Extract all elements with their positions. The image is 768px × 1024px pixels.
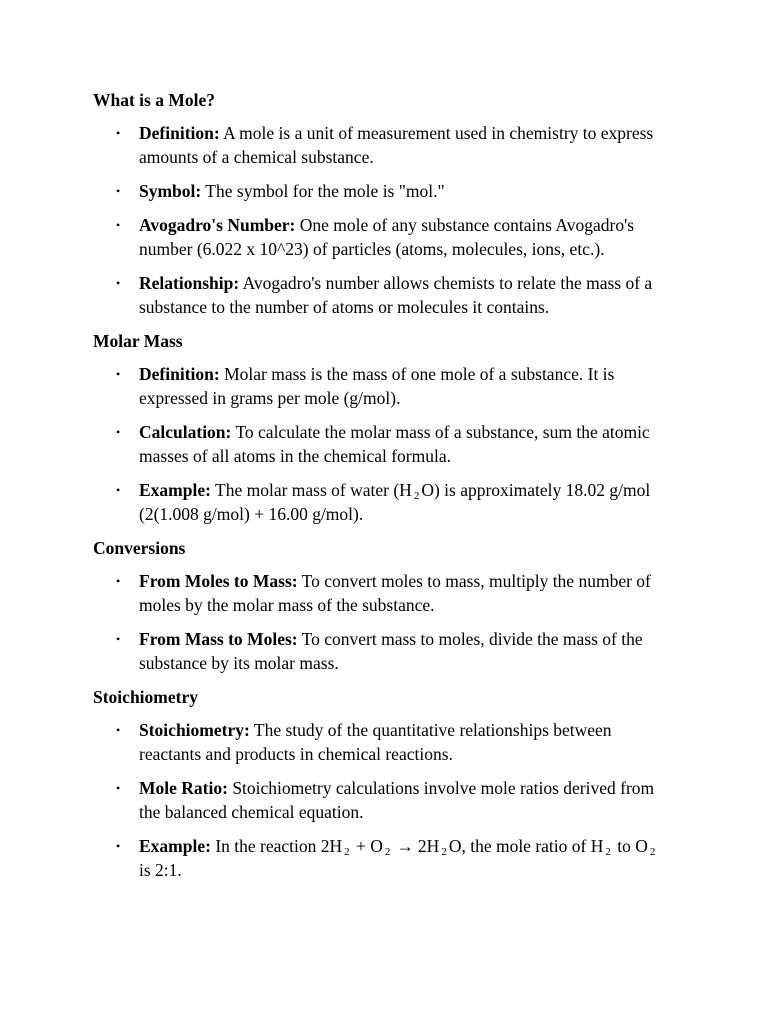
subscript: 2 bbox=[649, 846, 656, 858]
subscript: 2 bbox=[441, 846, 447, 858]
item-term: Stoichiometry: bbox=[139, 720, 250, 740]
item-term: Avogadro's Number: bbox=[139, 215, 296, 235]
item-text: To calculate the molar mass of a substance, sum the atomic masses of all atoms in the chemical formula. bbox=[139, 422, 650, 466]
item-text: Molar mass is the mass of one mole of a substance. It is expressed in grams per mole (g/mol). bbox=[139, 364, 615, 408]
bullet-icon: • bbox=[116, 425, 121, 439]
item-term: Example: bbox=[139, 836, 211, 856]
reaction-arrow-icon: → bbox=[396, 836, 414, 856]
item-text: To convert mass to moles, divide the mass of the substance by its molar mass. bbox=[139, 629, 643, 673]
item-text-part: to O bbox=[612, 836, 648, 856]
list-item bbox=[93, 569, 673, 617]
list-item bbox=[93, 362, 673, 410]
item-text-part: In the reaction 2H bbox=[215, 836, 343, 856]
bullet-icon: • bbox=[116, 126, 121, 140]
item-text: One mole of any substance contains Avogadro's number (6.022 x 10^23) of particles (atoms, molecules, ions, etc.). bbox=[139, 215, 635, 259]
item-text: The study of the quantitative relationships between reactants and products in chemical reactions. bbox=[139, 720, 612, 764]
subscript: 2 bbox=[605, 846, 611, 858]
section-heading-conversions: Conversions bbox=[93, 538, 186, 558]
item-text: The symbol for the mole is "mol." bbox=[205, 181, 445, 201]
list-item bbox=[93, 179, 673, 203]
bullet-list-stoichiometry bbox=[93, 718, 673, 882]
item-text-part: O, the mole ratio of H bbox=[448, 836, 604, 856]
section-heading-what-is-a-mole: What is a Mole? bbox=[93, 90, 216, 110]
list-item bbox=[93, 121, 673, 169]
bullet-icon: • bbox=[116, 218, 121, 232]
item-text: Avogadro's number allows chemists to relate the mass of a substance to the number of atoms or molecules it contains. bbox=[139, 273, 653, 317]
list-item bbox=[93, 271, 673, 319]
subscript: 2 bbox=[384, 846, 391, 858]
bullet-icon: • bbox=[116, 483, 121, 497]
item-text-part: 2H bbox=[417, 836, 440, 856]
bullet-icon: • bbox=[116, 367, 121, 381]
bullet-icon: • bbox=[116, 276, 121, 290]
item-term: From Moles to Mass: bbox=[139, 571, 298, 591]
bullet-icon: • bbox=[116, 574, 121, 588]
item-term: Relationship: bbox=[139, 273, 240, 293]
item-text: Stoichiometry calculations involve mole ratios derived from the balanced chemical equation. bbox=[139, 778, 655, 822]
item-text-part: The molar mass of water (H bbox=[215, 480, 412, 500]
item-text: A mole is a unit of measurement used in chemistry to express amounts of a chemical substance. bbox=[139, 123, 654, 167]
item-term: Definition: bbox=[139, 123, 220, 143]
bullet-list-conversions bbox=[93, 569, 673, 675]
list-item bbox=[93, 776, 673, 824]
section-heading-stoichiometry: Stoichiometry bbox=[93, 687, 198, 707]
bullet-list-what-is-a-mole bbox=[93, 121, 673, 319]
list-item bbox=[93, 627, 673, 675]
item-text-part: + O bbox=[351, 836, 383, 856]
list-item bbox=[93, 718, 673, 766]
document-page bbox=[93, 88, 673, 892]
bullet-icon: • bbox=[116, 839, 121, 853]
bullet-icon: • bbox=[116, 781, 121, 795]
item-term: Example: bbox=[139, 480, 211, 500]
bullet-icon: • bbox=[116, 184, 121, 198]
subscript: 2 bbox=[413, 490, 420, 502]
list-item bbox=[93, 213, 673, 261]
item-term: From Mass to Moles: bbox=[139, 629, 298, 649]
item-term: Definition: bbox=[139, 364, 220, 384]
bullet-icon: • bbox=[116, 632, 121, 646]
list-item bbox=[93, 420, 673, 468]
list-item bbox=[93, 834, 673, 882]
item-term: Mole Ratio: bbox=[139, 778, 228, 798]
section-heading-molar-mass: Molar Mass bbox=[93, 331, 183, 351]
item-text-part: O) is approximately 18.02 g/mol (2(1.008 g/mol) + 16.00 g/mol). bbox=[139, 480, 651, 524]
item-text: To convert moles to mass, multiply the number of moles by the molar mass of the substance. bbox=[139, 571, 651, 615]
item-term: Calculation: bbox=[139, 422, 232, 442]
item-term: Symbol: bbox=[139, 181, 202, 201]
bullet-icon: • bbox=[116, 723, 121, 737]
list-item bbox=[93, 478, 673, 526]
subscript: 2 bbox=[344, 846, 350, 858]
item-text-part: is 2:1. bbox=[139, 860, 182, 880]
bullet-list-molar-mass bbox=[93, 362, 673, 526]
